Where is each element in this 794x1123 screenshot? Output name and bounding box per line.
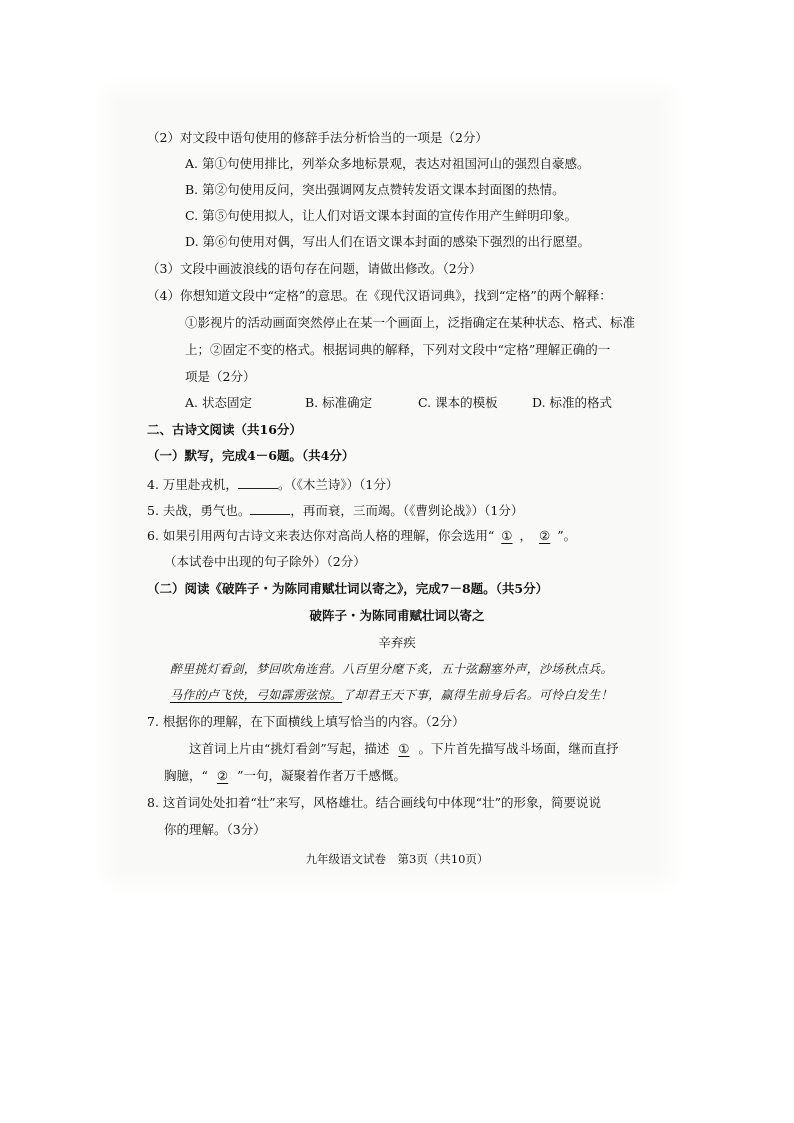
question-5-dictation <box>147 501 523 519</box>
question-6-separator: ， <box>519 528 533 543</box>
answer-blank-4[interactable] <box>238 475 278 489</box>
poem-title: 破阵子・为陈同甫赋壮词以寄之 <box>309 608 485 623</box>
question-6-suffix: ”。 <box>557 528 577 543</box>
question-3-stem: （3）文段中画波浪线的语句存在问题，请做出修改。（2分） <box>147 261 482 276</box>
question-4-option-c: C. 课本的模板 <box>418 395 498 410</box>
question-7-line-1 <box>189 741 619 757</box>
question-7-line-1-prefix: 这首词上片由“挑灯看剑”写起，描述 <box>189 741 390 756</box>
section-2-part-2-title: （二）阅读《破阵子・为陈同甫赋壮词以寄之》，完成7－8题。（共5分） <box>147 581 549 596</box>
question-5-dictation-suffix: ，再而衰，三而竭。（《曹刿论战》）（1分） <box>290 503 524 518</box>
question-4-dictation-suffix: 。（《木兰诗》）（1分） <box>277 477 399 492</box>
question-7-line-1-suffix: 。下片首先描写战斗场面，继而直抒 <box>418 741 619 756</box>
question-7-line-2 <box>164 768 406 784</box>
question-6-line-1 <box>147 528 576 544</box>
question-2-option-d: D. 第⑥句使用对偶，写出人们在语文课本封面的感染下强烈的出行愿望。 <box>185 234 591 249</box>
question-6-blank-1[interactable]: ① <box>501 528 513 543</box>
question-4-line-2: ①影视片的活动画面突然停止在某一个画面上，泛指确定在某种状态、格式、标准 <box>185 315 636 330</box>
question-4-option-d: D. 标准的格式 <box>532 395 613 410</box>
page-footer: 九年级语文试卷 第3页（共10页） <box>305 852 489 866</box>
question-4-dictation-prefix: 4. 万里赴戎机， <box>147 477 238 492</box>
question-8-line-2: 你的理解。（3分） <box>164 822 266 837</box>
question-6-prefix: 6. 如果引用两句古诗文来表达你对高尚人格的理解，你会选用“ <box>147 528 495 543</box>
section-2-title: 二、古诗文阅读（共16分） <box>147 422 302 437</box>
answer-blank-5[interactable] <box>250 501 290 515</box>
question-4-option-a: A. 状态固定 <box>185 395 252 410</box>
question-2-option-c: C. 第⑤句使用拟人，让人们对语文课本封面的宣传作用产生鲜明印象。 <box>185 208 578 223</box>
question-2-option-a: A. 第①句使用排比，列举众多地标景观，表达对祖国河山的强烈自豪感。 <box>185 156 590 171</box>
question-7-line-2-suffix: ”一句，凝聚着作者万千感慨。 <box>237 768 407 783</box>
question-6-line-2: （本试卷中出现的句子除外）（2分） <box>164 554 366 569</box>
question-5-dictation-prefix: 5. 夫战，勇气也。 <box>147 503 251 518</box>
question-6-blank-2[interactable]: ② <box>539 528 551 543</box>
question-7-blank-1[interactable]: ① <box>398 741 410 756</box>
question-4-dictation <box>147 475 398 493</box>
question-4-line-1: （4）你想知道文段中“定格”的意思。在《现代汉语词典》，找到“定格”的两个解释： <box>147 288 612 303</box>
question-4-line-3: 上；②固定不变的格式。根据词典的解释，下列对文段中“定格”理解正确的一 <box>185 342 611 357</box>
question-4-option-b: B. 标准确定 <box>305 395 373 410</box>
poem-line-1: 醉里挑灯看剑，梦回吹角连营。八百里分麾下炙，五十弦翻塞外声，沙场秋点兵。 <box>170 662 613 676</box>
question-7-stem: 7. 根据你的理解，在下面横线上填写恰当的内容。（2分） <box>147 714 465 729</box>
poem-line-2-rest: 了却君王天下事，赢得生前身后名。可怜白发生！ <box>342 688 613 702</box>
poem-line-2 <box>170 687 613 703</box>
question-2-option-b: B. 第②句使用反问，突出强调网友点赞转发语文课本封面图的热情。 <box>185 182 565 197</box>
question-2-stem: （2）对文段中语句使用的修辞手法分析恰当的一项是（2分） <box>147 130 488 145</box>
question-8-line-1: 8. 这首词处处扣着“壮”来写，风格雄壮。结合画线句中体现“壮”的形象，简要说说 <box>147 795 601 810</box>
poem-underlined-sentence: 马作的卢飞快，弓如霹雳弦惊。 <box>170 688 343 702</box>
poem-author: 辛弃疾 <box>378 635 416 650</box>
question-4-line-4: 项是（2分） <box>185 369 256 384</box>
question-7-line-2-prefix: 胸臆，“ <box>164 768 208 783</box>
question-7-blank-2[interactable]: ② <box>216 768 229 783</box>
section-2-part-1-title: （一）默写，完成4－6题。（共4分） <box>147 448 355 463</box>
